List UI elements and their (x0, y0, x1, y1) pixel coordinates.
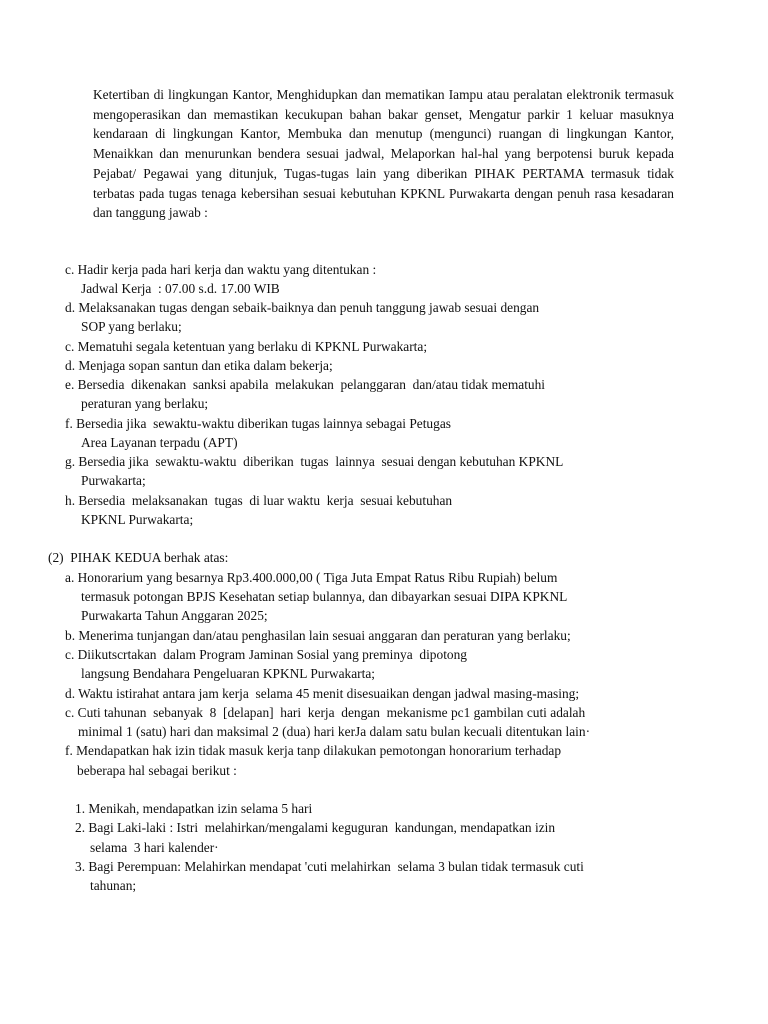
list-item-hak-izin-cont: beberapa hal sebagai berikut : (77, 763, 237, 778)
list-item-sanksi-cont: peraturan yang berlaku; (81, 396, 209, 411)
list-item-jaminan-sosial: c. Diikutscrtakan dalam Program Jaminan Sosial yang preminya dipotong (65, 647, 468, 662)
list-item-melaksanakan-tugas-cont: SOP yang berlaku; (81, 319, 182, 334)
list-item-sanksi: e. Bersedia dikenakan sanksi apabila melakukan pelanggaran dan/atau tidak mematuhi (65, 377, 546, 392)
list-item-cuti-tahunan-cont: minimal 1 (satu) hari dan maksimal 2 (dua) hari kerJa dalam satu bulan kecuali ditentukan lain· (78, 724, 591, 739)
intro-paragraph: Ketertiban di lingkungan Kantor, Menghidupkan dan mematikan Iampu atau peralatan elektronik termasuk mengoperasikan dan memastikan kecukupan bahan bakar genset, Mengatur parkir 1 keluar masuknya kendaraan di lingkungan Kantor, Membuka dan menutup (mengunci) ruangan di lingkungan Kantor, Menaikkan dan menurunkan bendera sesuai jadwal, Melaporkan hal-hal yang berpotensi buruk kepada Pejabat/ Pegawai yang ditunjuk, Tugas-tugas lain yang diberikan PIHAK PERTAMA termasuk tidak terbatas pada tugas tenaga kebersihan sesuai kebutuhan KPKNL Purwakarta dengan penuh rasa kesadaran dan tanggung jawab : (93, 87, 674, 221)
list-item-hadir-kerja: c. Hadir kerja pada hari kerja dan waktu yang ditentukan : (65, 262, 377, 277)
numbered-item-laki-laki-cont: selama 3 hari kalender· (90, 840, 219, 855)
list-item-jadwal-kerja: Jadwal Kerja : 07.00 s.d. 17.00 WIB (81, 281, 280, 296)
numbered-item-menikah: 1. Menikah, mendapatkan izin selama 5 hari (75, 801, 313, 816)
list-item-honorarium: a. Honorarium yang besarnya Rp3.400.000,00 ( Tiga Juta Empat Ratus Ribu Rupiah) belum (65, 570, 558, 585)
list-item-kebutuhan-kpknl: g. Bersedia jika sewaktu-waktu diberikan tugas lainnya sesuai dengan kebutuhan KPKNL (65, 454, 564, 469)
list-item-cuti-tahunan: c. Cuti tahunan sebanyak 8 [delapan] hari kerja dengan mekanisme pc1 gambilan cuti adalah (65, 705, 586, 720)
list-item-honorarium-cont: termasuk potongan BPJS Kesehatan setiap bulannya, dan dibayarkan sesuai DIPA KPKNL (81, 589, 568, 604)
list-item-kebutuhan-kpknl-cont: Purwakarta; (81, 473, 146, 488)
list-item-sopan-santun: d. Menjaga sopan santun dan etika dalam bekerja; (65, 358, 333, 373)
list-item-tunjangan: b. Menerima tunjangan dan/atau penghasilan lain sesuai anggaran dan peraturan yang berlaku; (65, 628, 571, 643)
numbered-item-perempuan: 3. Bagi Perempuan: Melahirkan mendapat 'cuti melahirkan selama 3 bulan tidak termasuk cuti (75, 859, 584, 874)
list-item-hak-izin: f. Mendapatkan hak izin tidak masuk kerja tanp dilakukan pemotongan honorarium terhadap (65, 743, 562, 758)
list-item-petugas-apt-cont: Area Layanan terpadu (APT) (81, 435, 238, 450)
numbered-item-laki-laki: 2. Bagi Laki-laki : Istri melahirkan/mengalami keguguran kandungan, mendapatkan izin (75, 820, 556, 835)
list-item-mematuhi-ketentuan: c. Mematuhi segala ketentuan yang berlaku di KPKNL Purwakarta; (65, 339, 428, 354)
list-item-melaksanakan-tugas: d. Melaksanakan tugas dengan sebaik-baiknya dan penuh tanggung jawab sesuai dengan (65, 300, 540, 315)
list-item-petugas-apt: f. Bersedia jika sewaktu-waktu diberikan tugas lainnya sebagai Petugas (65, 416, 451, 431)
section-heading: (2) PIHAK KEDUA berhak atas: (48, 550, 229, 565)
list-item-luar-waktu-kerja: h. Bersedia melaksanakan tugas di luar waktu kerja sesuai kebutuhan (65, 493, 453, 508)
list-item-luar-waktu-kerja-cont: KPKNL Purwakarta; (81, 512, 194, 527)
list-item-jaminan-sosial-cont: langsung Bendahara Pengeluaran KPKNL Purwakarta; (81, 666, 376, 681)
numbered-item-perempuan-cont: tahunan; (90, 878, 137, 893)
list-item-honorarium-cont2: Purwakarta Tahun Anggaran 2025; (81, 608, 268, 623)
list-item-waktu-istirahat: d. Waktu istirahat antara jam kerja selama 45 menit disesuaikan dengan jadwal masing-masing; (65, 686, 580, 701)
